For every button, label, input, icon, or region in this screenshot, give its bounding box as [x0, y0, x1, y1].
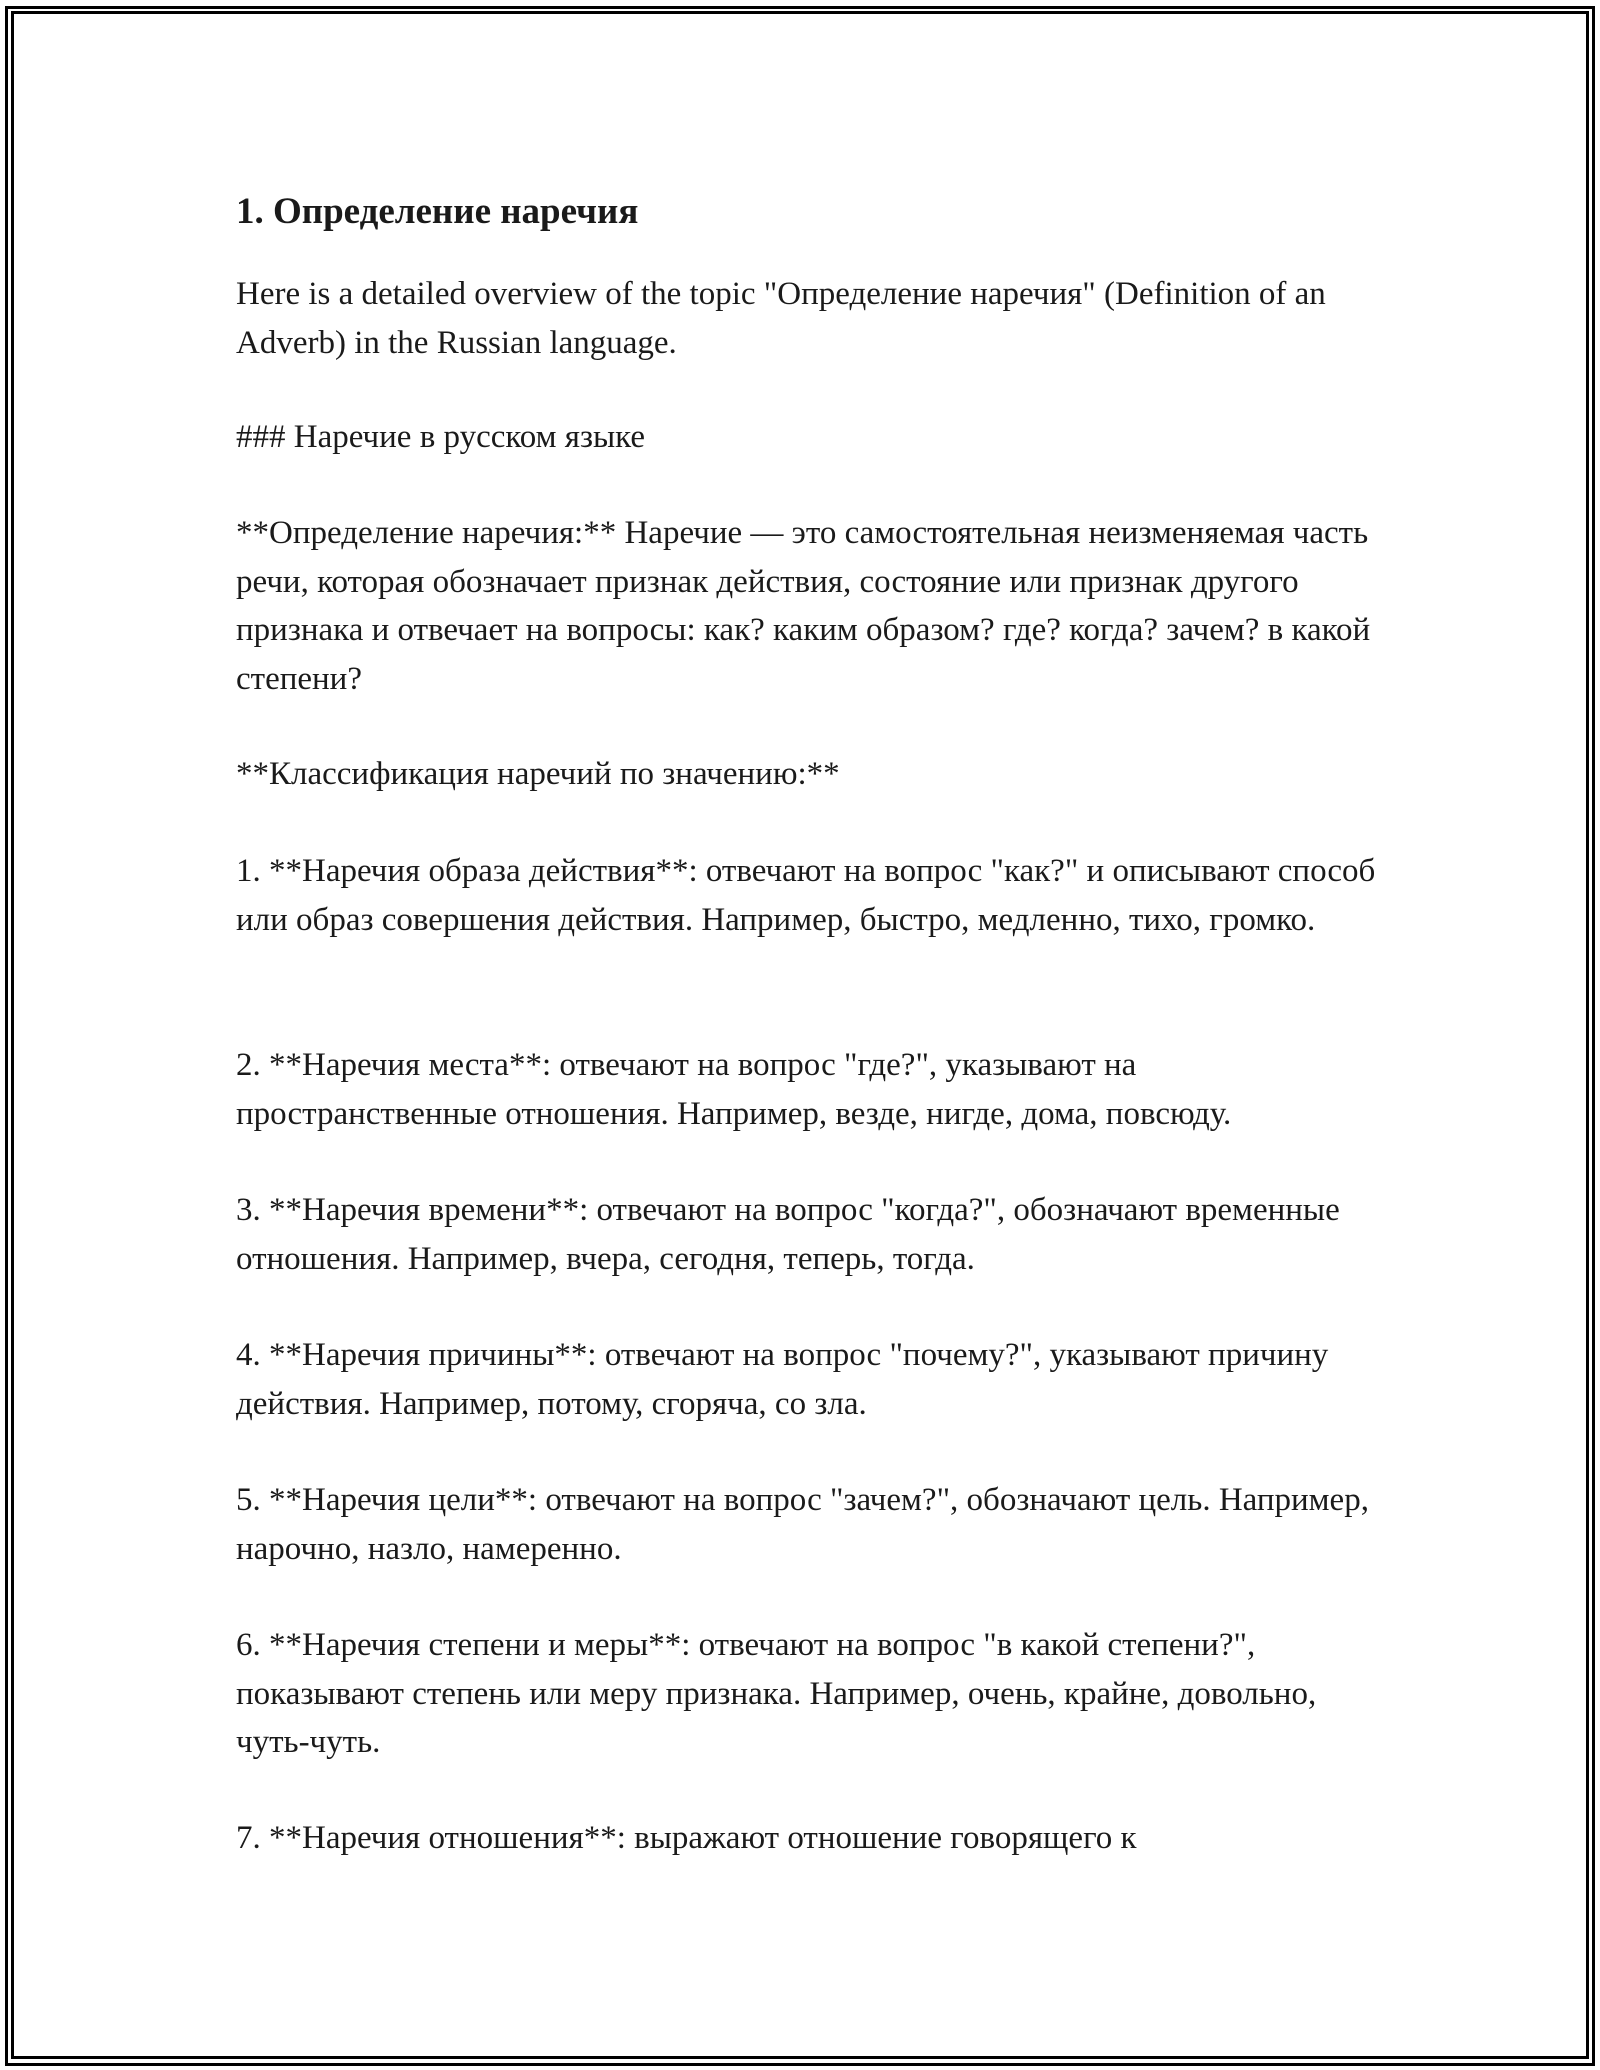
- list-item-manner: 1. **Наречия образа действия**: отвечают на вопрос "как?" и описывают способ или образ совершения действия. Например, быстро, медленно, тихо, громко.: [236, 853, 1376, 938]
- list-item-cause: 4. **Наречия причины**: отвечают на вопрос "почему?", указывают причину действия. Например, потому, сгоряча, со зла.: [236, 1337, 1329, 1422]
- section-heading: ### Наречие в русском языке: [236, 419, 646, 455]
- list-item-degree: 6. **Наречия степени и меры**: отвечают на вопрос "в какой степени?", показывают степень или меру признака. Например, очень, крайне, довольно, чуть-чуть.: [236, 1627, 1317, 1760]
- list-item-time: 3. **Наречия времени**: отвечают на вопрос "когда?", обозначают временные отношения. Например, вчера, сегодня, теперь, тогда.: [236, 1192, 1340, 1277]
- definition-paragraph: **Определение наречия:** Наречие — это самостоятельная неизменяемая часть речи, которая обозначает признак действия, состояние или признак другого признака и отвечает на вопросы: как? каким образом? где? когда? зачем? в какой степени?: [236, 515, 1371, 697]
- classification-heading: **Классификация наречий по значению:**: [236, 756, 840, 792]
- intro-paragraph: Here is a detailed overview of the topic "Определение наречия" (Definition of an Adverb) in the Russian language.: [236, 276, 1326, 361]
- list-item-purpose: 5. **Наречия цели**: отвечают на вопрос "зачем?", обозначают цель. Например, нарочно, назло, намеренно.: [236, 1482, 1369, 1567]
- document-title: 1. Определение наречия: [236, 191, 639, 232]
- list-item-place: 2. **Наречия места**: отвечают на вопрос "где?", указывают на пространственные отношения. Например, везде, нигде, дома, повсюду.: [236, 1047, 1232, 1132]
- list-item-attitude: 7. **Наречия отношения**: выражают отношение говорящего к: [236, 1820, 1137, 1856]
